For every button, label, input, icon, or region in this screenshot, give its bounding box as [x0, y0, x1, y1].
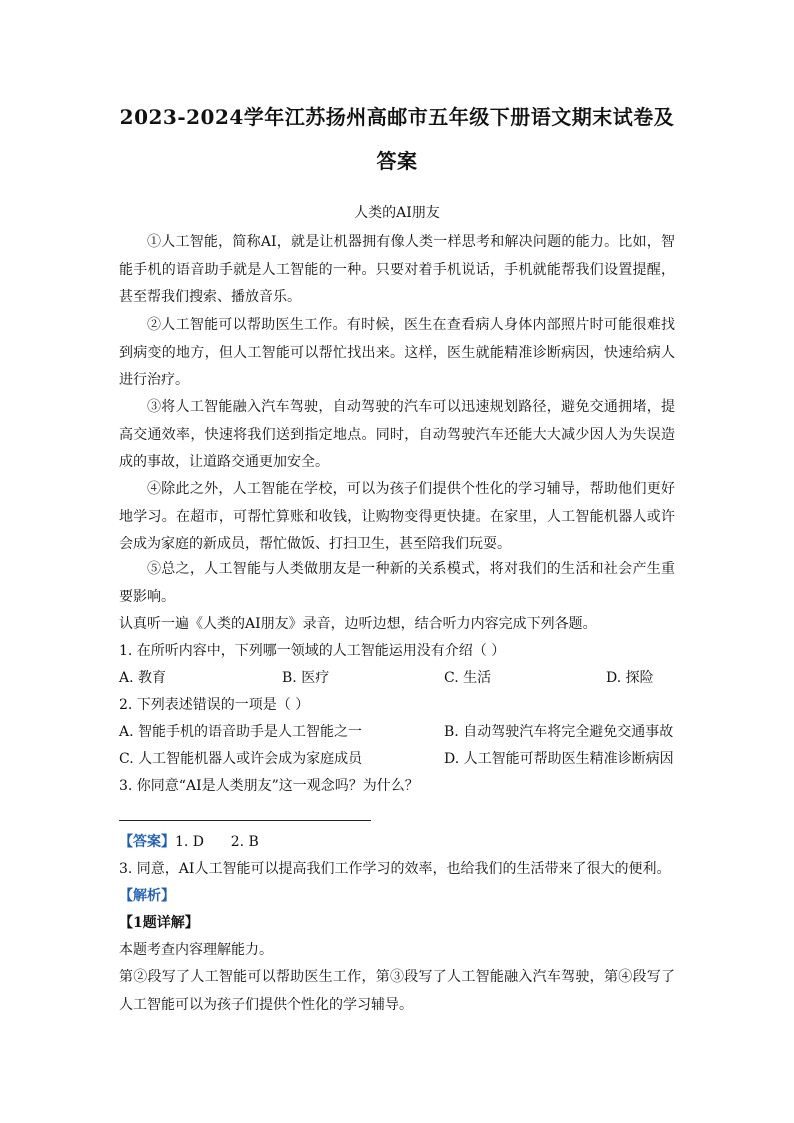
analysis-line-2: 第②段写了人工智能可以帮助医生工作，第③段写了人工智能融入汽车驾驶，第④段写了人工智能可以为孩子们提供个性化的学习辅导。	[119, 969, 675, 1013]
q1-option-b: B. 医疗	[282, 670, 330, 686]
q1-option-a: A. 教育	[119, 670, 167, 686]
paragraph-3: ③将人工智能融入汽车驾驶，自动驾驶的汽车可以迅速规划路径，避免交通拥堵，提高交通效率，快速将我们送到指定地点。同时，自动驾驶汽车还能大大减少因人为失误造成的事故，让道路交通更加安全。	[119, 399, 675, 470]
paragraph-4: ④除此之外，人工智能在学校，可以为孩子们提供个性化的学习辅导，帮助他们更好地学习。在超市，可帮忙算账和收钱，让购物变得更快捷。在家里，人工智能机器人或许会成为家庭的新成员，帮忙做饭、打扫卫生，甚至陪我们玩耍。	[119, 481, 675, 552]
analysis-label: 【解析】	[119, 888, 175, 904]
answer-label: 【答案】	[119, 834, 175, 850]
question-2-stem: 2. 下列表述错误的一项是（ ）	[119, 697, 310, 713]
analysis-line-1: 本题考查内容理解能力。	[119, 942, 273, 958]
answer-text: 1. D 2. B	[175, 834, 259, 850]
q2-option-a: A. 智能手机的语音助手是人工智能之一	[119, 724, 363, 740]
page-title	[110, 95, 684, 183]
paragraph-5: ⑤总之，人工智能与人类做朋友是一种新的关系模式，将对我们的生活和社会产生重要影响。	[119, 561, 675, 605]
q1-option-d: D. 探险	[606, 670, 654, 686]
question-3-stem: 3. 你同意“AI是人类朋友”这一观念吗？为什么？	[119, 778, 419, 794]
title-line-1: 2023-2024学年江苏扬州高邮市五年级下册语文期末试卷及	[119, 105, 675, 129]
paragraph-2: ②人工智能可以帮助医生工作。有时候，医生在查看病人身体内部照片时可能很难找到病变的地方，但人工智能可以帮忙找出来。这样，医生就能精准诊断病因，快速给病人进行治疗。	[119, 317, 675, 388]
instruction: 认真听一遍《人类的AI朋友》录音，边听边想，结合听力内容完成下列各题。	[119, 616, 597, 632]
answer-3: 3. 同意，AI人工智能可以提高我们工作学习的效率，也给我们的生活带来了很大的便利。	[119, 861, 671, 877]
q2-option-b: B. 自动驾驶汽车将完全避免交通事故	[444, 724, 674, 740]
q2-option-d: D. 人工智能可帮助医生精准诊断病因	[444, 751, 674, 767]
paragraph-1: ①人工智能，简称AI，就是让机器拥有像人类一样思考和解决问题的能力。比如，智能手机的语音助手就是人工智能的一种。只要对着手机说话，手机就能帮我们设置提醒，甚至帮我们搜索、播放音乐。	[119, 234, 675, 305]
answer-line	[119, 820, 371, 821]
answer-row	[119, 829, 675, 855]
passage-title: 人类的AI朋友	[354, 205, 440, 221]
q2-option-c: C. 人工智能机器人或许会成为家庭成员	[119, 751, 363, 767]
question-1-stem: 1. 在所听内容中，下列哪一领域的人工智能运用没有介绍（ ）	[119, 643, 506, 659]
title-line-2: 答案	[376, 149, 418, 173]
q1-option-c: C. 生活	[444, 670, 492, 686]
question-1-detail-label: 【1题详解】	[119, 915, 199, 931]
